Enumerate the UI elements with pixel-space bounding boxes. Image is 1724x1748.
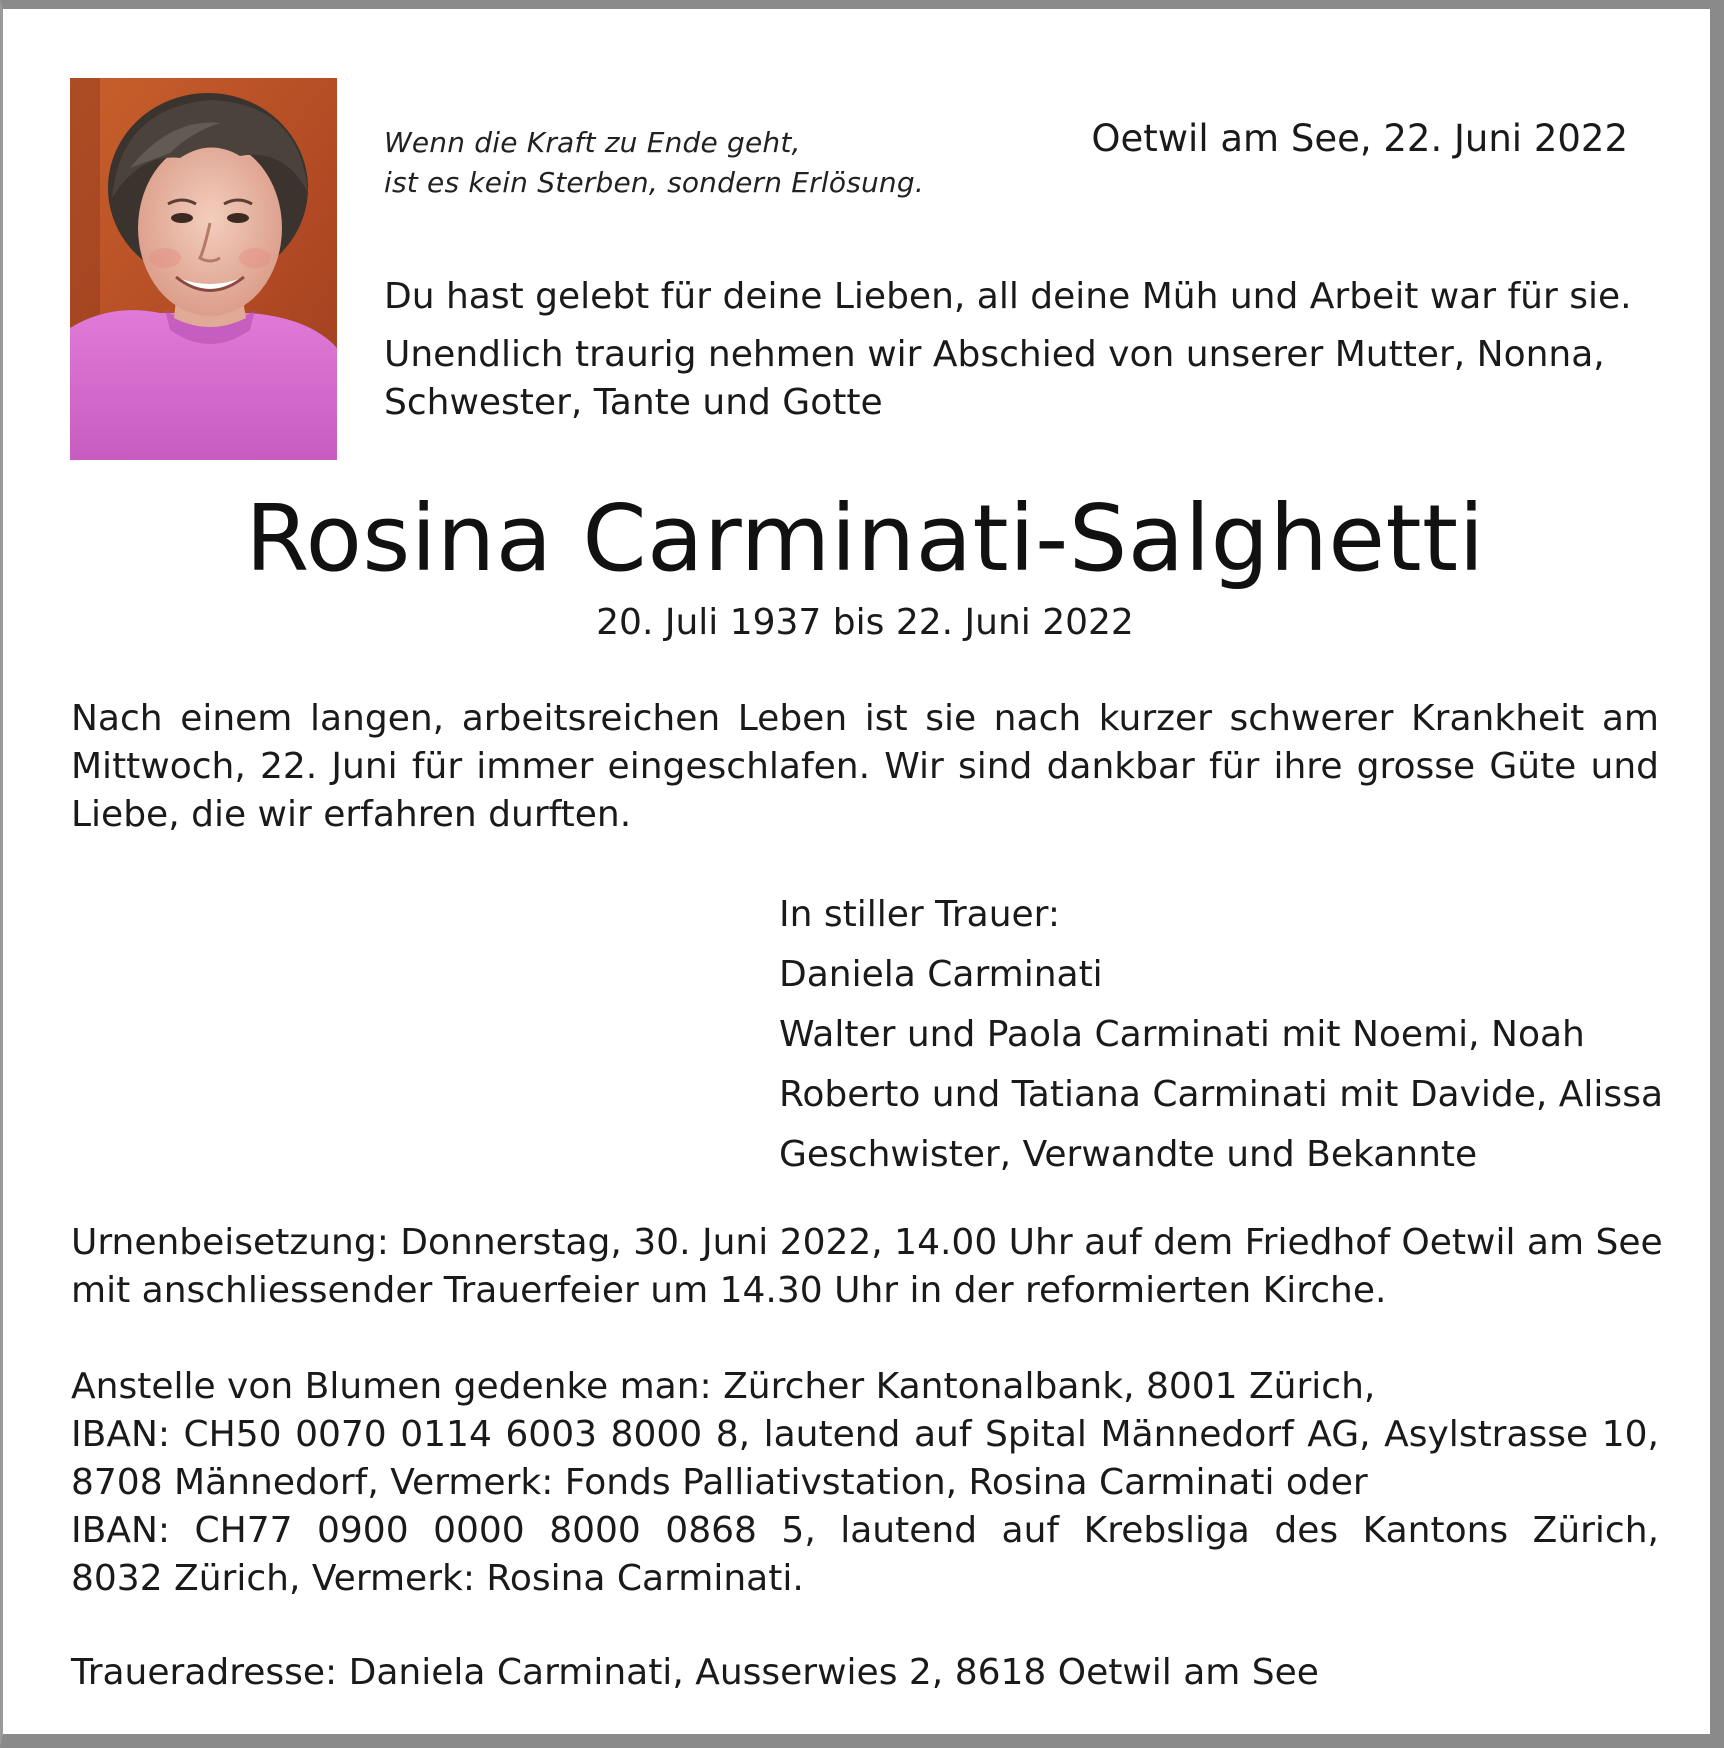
donation-line-4: IBAN: CH77 0900 0000 8000 0868 5, lautend auf Krebsliga des Kantons Zürich, bbox=[71, 1510, 1659, 1551]
donation-info bbox=[71, 1363, 1659, 1603]
life-dates: 20. Juli 1937 bis 22. Juni 2022 bbox=[596, 602, 1134, 643]
mourning-address: Traueradresse: Daniela Carminati, Ausserwies 2, 8618 Oetwil am See bbox=[71, 1652, 1319, 1693]
mourner-entry: Geschwister, Verwandte und Bekannte bbox=[779, 1134, 1478, 1175]
intro-line-1: Du hast gelebt für deine Lieben, all deine Müh und Arbeit war für sie. bbox=[384, 276, 1632, 317]
place-and-date: Oetwil am See, 22. Juni 2022 bbox=[1091, 117, 1628, 160]
mourner-entry: Walter und Paola Carminati mit Noemi, Noah bbox=[779, 1014, 1585, 1055]
donation-line-3: 8708 Männedorf, Vermerk: Fonds Palliativstation, Rosina Carminati oder bbox=[71, 1462, 1368, 1503]
burial-line-2: mit anschliessender Trauerfeier um 14.30 Uhr in der reformierten Kirche. bbox=[71, 1270, 1387, 1311]
donation-line-2: IBAN: CH50 0070 0114 6003 8000 8, lautend auf Spital Männedorf AG, Asylstrasse 10, bbox=[71, 1414, 1659, 1455]
motto-line-2: ist es kein Sterben, sondern Erlösung. bbox=[384, 166, 924, 199]
mourner-entry: Roberto und Tatiana Carminati mit Davide, Alissa bbox=[779, 1074, 1664, 1115]
burial-info bbox=[71, 1219, 1671, 1315]
mourners-list bbox=[779, 885, 1679, 1185]
portrait-photo bbox=[70, 78, 337, 460]
motto-quote bbox=[384, 123, 984, 203]
donation-line-1: Anstelle von Blumen gedenke man: Zürcher Kantonalbank, 8001 Zürich, bbox=[71, 1366, 1376, 1407]
obituary-body: Nach einem langen, arbeitsreichen Leben ist sie nach kurzer schwerer Krankheit am Mittwoch, 22. Juni für immer eingeschlafen. Wir sind dankbar für ihre grosse Güte und Liebe, die wir erfahren durften. bbox=[71, 698, 1659, 835]
mourner-entry: Daniela Carminati bbox=[779, 954, 1103, 995]
mourners-heading: In stiller Trauer: bbox=[779, 894, 1060, 935]
deceased-name: Rosina Carminati-Salghetti bbox=[245, 485, 1485, 592]
burial-line-1: Urnenbeisetzung: Donnerstag, 30. Juni 2022, 14.00 Uhr auf dem Friedhof Oetwil am See bbox=[71, 1222, 1663, 1263]
donation-line-5: 8032 Zürich, Vermerk: Rosina Carminati. bbox=[71, 1558, 804, 1599]
intro-text bbox=[384, 273, 1634, 427]
motto-line-1: Wenn die Kraft zu Ende geht, bbox=[384, 126, 801, 159]
intro-line-2: Unendlich traurig nehmen wir Abschied von unserer Mutter, Nonna, Schwester, Tante und Gotte bbox=[384, 334, 1605, 423]
